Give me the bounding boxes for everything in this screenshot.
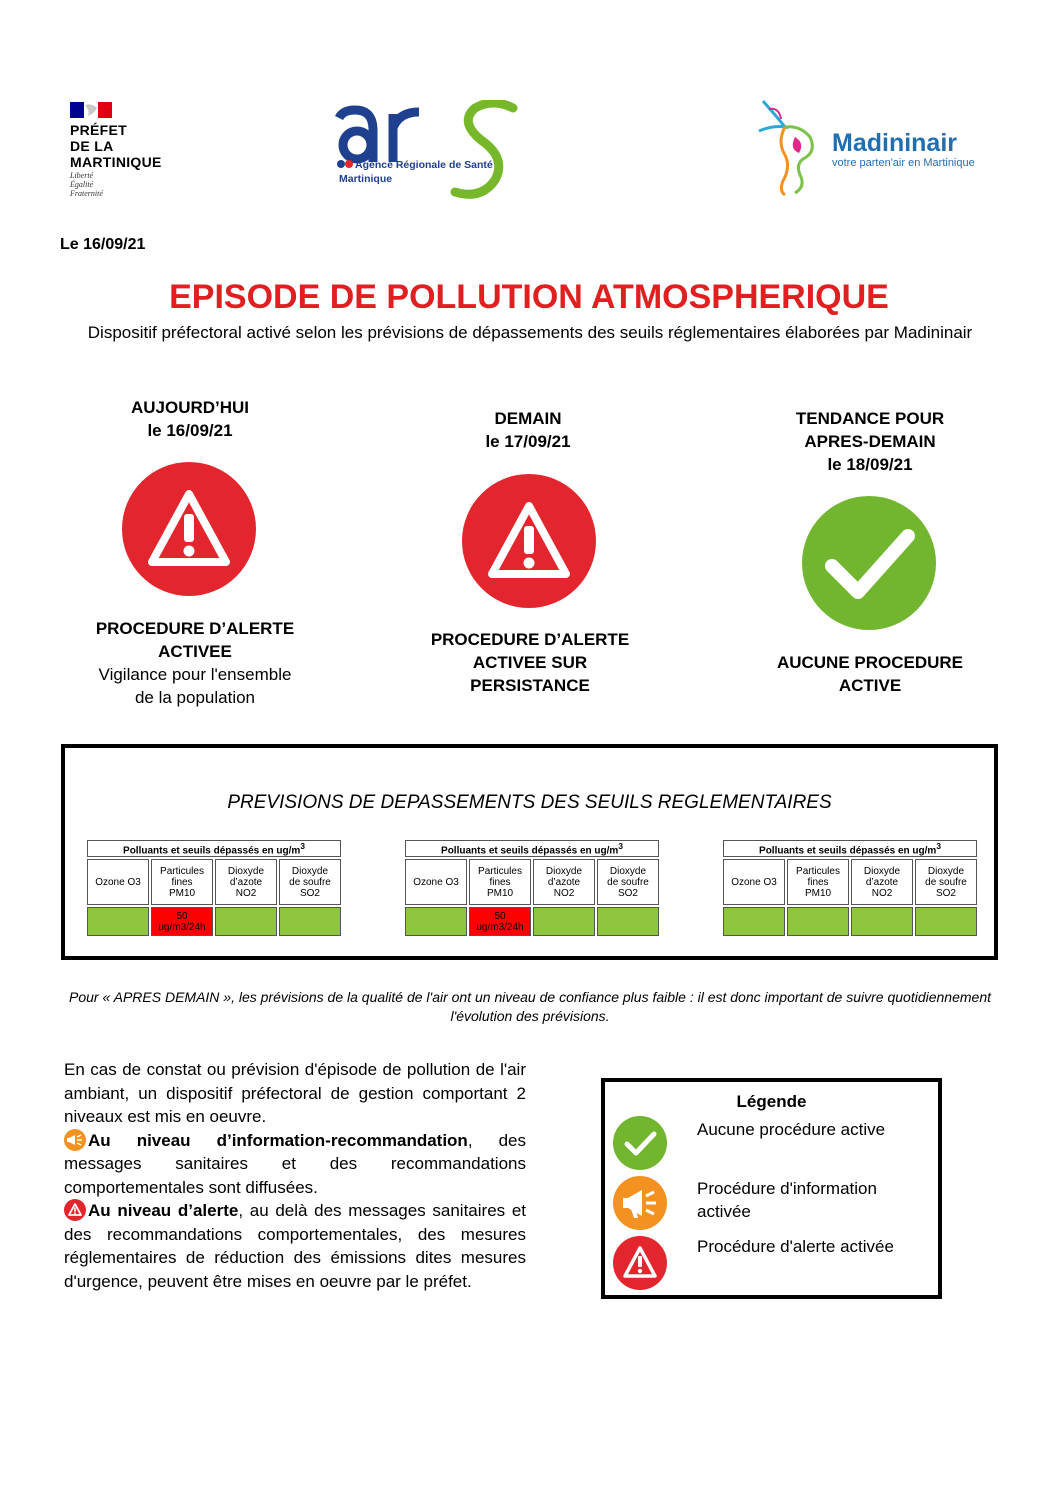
ars-logo — [335, 100, 525, 205]
intro-paragraph: En cas de constat ou prévision d'épisode de pollution de l'air ambiant, un dispositif préfectoral de gestion comportant 2 niveaux est mis en oeuvre. — [64, 1060, 526, 1126]
warning-icon — [122, 462, 256, 596]
value-o3 — [723, 907, 785, 936]
prefet-logo-text: PRÉFET DE LA MARTINIQUE — [70, 122, 162, 170]
pollutant-so2: Dioxyde de soufre SO2 — [597, 859, 659, 905]
pollutant-so2: Dioxyde de soufre SO2 — [915, 859, 977, 905]
value-no2 — [533, 907, 595, 936]
madininair-tagline: votre parten'air en Martinique — [832, 157, 975, 169]
pollutant-no2: Dioxyde d’azote NO2 — [215, 859, 277, 905]
marianne-flag-icon — [70, 102, 112, 118]
info-level-paragraph: Au niveau d’information-recommandation, des messages sanitaires et des recommandations comportementales sont diffusées. — [64, 1130, 526, 1197]
confidence-note: Pour « APRES DEMAIN », les prévisions de la qualité de l'air ont un niveau de confiance plus faible : il est donc important de suivre quotidiennement l'évolution des prévisions. — [68, 989, 991, 1024]
value-pm10 — [787, 907, 849, 936]
pollutant-o3: Ozone O3 — [87, 859, 149, 905]
ars-region: Martinique — [339, 173, 393, 185]
warning-icon — [64, 1199, 86, 1221]
legend-title: Légende — [736, 1092, 807, 1111]
alert-status-icon — [122, 462, 256, 596]
alert-level-paragraph: Au niveau d’alerte, au delà des messages sanitaires et des recommandations comportementales, des mesures réglementaires de réduction des émissions dites mesures d'urgence, peuvent être mises en oeuvre par le préfet. — [64, 1201, 526, 1291]
warning-icon — [462, 474, 596, 608]
legend-label-info: Procédure d'information activée — [697, 1179, 877, 1221]
madininair-bird-icon — [755, 97, 825, 197]
day-after-tomorrow-heading: TENDANCE POUR APRES-DEMAIN le 18/09/21 — [795, 409, 945, 474]
day-after-tomorrow-status: AUCUNE PROCEDURE ACTIVE — [776, 653, 964, 695]
day-tomorrow-heading: DEMAIN le 17/09/21 — [485, 409, 571, 451]
ars-name: Agence Régionale de Santé — [355, 159, 493, 171]
pollutant-no2: Dioxyde d’azote NO2 — [533, 859, 595, 905]
pollutant-pm10: Particules fines PM10 — [151, 859, 213, 905]
bulletin-date: Le 16/09/21 — [60, 236, 146, 253]
pollutant-o3: Ozone O3 — [405, 859, 467, 905]
value-so2 — [597, 907, 659, 936]
value-o3 — [87, 907, 149, 936]
legend-label-alert: Procédure d'alerte activée — [697, 1237, 894, 1256]
forecast-box — [61, 744, 998, 960]
pollutant-pm10: Particules fines PM10 — [787, 859, 849, 905]
value-pm10: 50 ug/m3/24h — [469, 907, 531, 936]
warning-icon — [613, 1236, 667, 1290]
day-today-heading: AUJOURD’HUI le 16/09/21 — [130, 398, 250, 440]
ok-status-icon — [802, 496, 936, 630]
value-o3 — [405, 907, 467, 936]
pollutant-no2: Dioxyde d’azote NO2 — [851, 859, 913, 905]
page-subtitle: Dispositif préfectoral activé selon les prévisions de dépassements des seuils réglementaires élaborées par Madininair — [87, 323, 973, 342]
page-title: EPISODE DE POLLUTION ATMOSPHERIQUE — [169, 278, 889, 316]
pollutant-pm10: Particules fines PM10 — [469, 859, 531, 905]
legend-label-none: Aucune procédure active — [697, 1120, 886, 1139]
check-icon — [802, 496, 936, 630]
pollutant-o3: Ozone O3 — [723, 859, 785, 905]
madininair-name: Madininair — [832, 129, 958, 157]
megaphone-icon — [64, 1129, 86, 1151]
value-no2 — [215, 907, 277, 936]
legend-box — [601, 1078, 942, 1299]
value-so2 — [279, 907, 341, 936]
procedure-explanation — [64, 1058, 526, 1293]
table-header: Polluants et seuils dépassés en $ug/m^3$ — [87, 840, 341, 857]
day-tomorrow-status: PROCEDURE D’ALERTE ACTIVEE SUR PERSISTANCE — [430, 630, 630, 695]
forecast-title: PREVISIONS DE DEPASSEMENTS DES SEUILS REGLEMENTAIRES — [227, 792, 832, 813]
value-so2 — [915, 907, 977, 936]
alert-status-icon — [462, 474, 596, 608]
value-pm10: 50 ug/m3/24h — [151, 907, 213, 936]
prefet-motto: Liberté Égalité Fraternité — [70, 171, 103, 198]
pollutant-table-day-after — [721, 838, 979, 938]
check-icon — [613, 1116, 667, 1170]
day-today-status: PROCEDURE D’ALERTE ACTIVEE Vigilance pour l'ensemble de la population — [95, 619, 295, 707]
table-header: Polluants et seuils dépassés en $ug/m^3$ — [405, 840, 659, 857]
pollutant-so2: Dioxyde de soufre SO2 — [279, 859, 341, 905]
megaphone-icon — [613, 1176, 667, 1230]
table-header: Polluants et seuils dépassés en $ug/m^3$ — [723, 840, 977, 857]
value-no2 — [851, 907, 913, 936]
pollutant-table-tomorrow — [403, 838, 661, 938]
pollutant-table-today — [85, 838, 343, 938]
